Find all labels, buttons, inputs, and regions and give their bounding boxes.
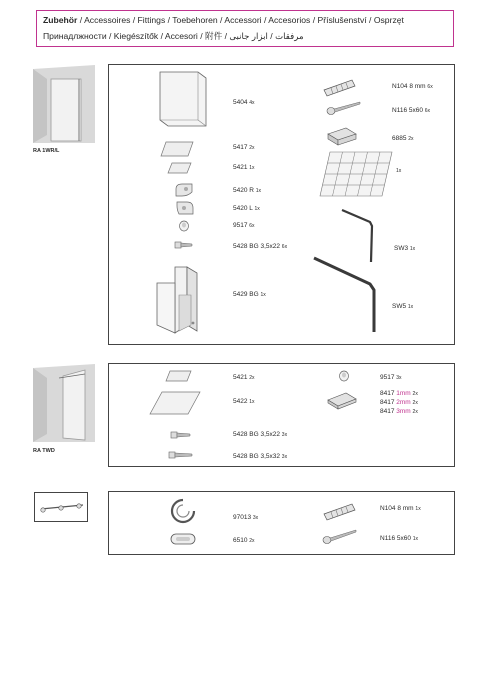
part-5404-icon: [158, 70, 208, 128]
label-n104-s3: [380, 505, 421, 512]
qty-9517-s2: 3x: [396, 375, 402, 381]
thumbnail-ra-twd: [33, 364, 95, 442]
shower-wall-thumbnail: [33, 364, 95, 442]
qty-n116: 6x: [424, 108, 431, 114]
label-5428: [233, 243, 287, 250]
qty-5429: 1x: [260, 292, 266, 298]
label-5421-s2: [233, 374, 255, 381]
qty-8417-1mm: 2x: [412, 391, 418, 397]
label-sw3: [394, 245, 415, 252]
part-5421-icon: [168, 162, 192, 174]
code-8417-3mm: 8417: [380, 408, 395, 415]
code-sw3: SW3: [394, 245, 409, 252]
part-5428-22-screw-icon: [170, 428, 192, 442]
part-97013-clip-icon: [170, 498, 196, 524]
part-8417-shim-icon: [326, 390, 358, 412]
code-5420r: 5420 R: [233, 187, 254, 194]
qty-5428-22: 3x: [281, 432, 288, 438]
part-5428-32-screw-icon: [168, 448, 194, 462]
part-5417-icon: [160, 140, 194, 158]
code-6885: 6885: [392, 135, 407, 142]
label-5420l: [233, 205, 260, 212]
label-5404: [233, 99, 255, 106]
thumbnail-towel-bar: [34, 492, 88, 522]
label-8417-3mm: [380, 408, 418, 415]
qty-5420r: 1x: [255, 188, 262, 194]
label-pad-grid: [396, 167, 401, 174]
qty-6510: 2x: [249, 538, 255, 544]
code-n104-s3: N104 8 mm: [380, 505, 414, 512]
qty-sw5: 1x: [407, 304, 414, 310]
code-8417-1mm: 8417: [380, 390, 395, 397]
code-5428-22: 5428 BG 3,5x22: [233, 431, 280, 438]
header-line-1: [43, 15, 404, 25]
label-5420r: [233, 187, 261, 194]
part-n104-dowel-icon: [322, 76, 358, 98]
code-n116-s3: N116 5x60: [380, 535, 411, 542]
qty-5428-32: 3x: [281, 454, 288, 460]
code-5428: 5428 BG 3,5x22: [233, 243, 280, 250]
label-9517-s2: [380, 374, 402, 381]
qty-5428: 6x: [281, 244, 288, 250]
qty-5417: 2x: [249, 145, 255, 151]
code-5428-32: 5428 BG 3,5x32: [233, 453, 280, 460]
part-n116-screw-icon: [326, 100, 362, 116]
part-n116-screw-icon-s3: [322, 527, 358, 545]
label-n116: [392, 107, 430, 114]
label-9517: [233, 222, 255, 229]
part-6510-cap-icon: [170, 532, 196, 546]
sw5-hex-key-icon: [312, 256, 382, 336]
label-97013: [233, 514, 258, 521]
part-6885-block-icon: [326, 124, 358, 146]
qty-pad-grid: 1x: [396, 168, 402, 174]
part-5421-icon-s2: [166, 370, 192, 382]
qty-5421-s2: 2x: [249, 375, 255, 381]
label-sw5: [392, 303, 413, 310]
code-sw5: SW5: [392, 303, 407, 310]
shower-door-thumbnail: [33, 65, 95, 143]
code-n104: N104 8 mm: [392, 83, 426, 90]
qty-5421: 1x: [249, 165, 255, 171]
size-1mm: 1mm: [396, 390, 411, 397]
label-5428-32: [233, 453, 287, 460]
thumbnail-ra-1wr: [33, 65, 95, 143]
label-8417-2mm: [380, 399, 418, 406]
part-pad-grid-icon: [318, 150, 394, 198]
label-6885: [392, 135, 414, 142]
section2-side-label: RA TWD: [33, 448, 55, 454]
qty-n104-s3: 1x: [415, 506, 421, 512]
code-8417-2mm: 8417: [380, 399, 395, 406]
code-5422: 5422: [233, 398, 248, 405]
code-n116: N116 5x60: [392, 107, 423, 114]
code-9517-s2: 9517: [380, 374, 395, 381]
qty-8417-3mm: 2x: [412, 409, 418, 415]
code-9517: 9517: [233, 222, 248, 229]
size-2mm: 2mm: [396, 399, 411, 406]
code-5404: 5404: [233, 99, 248, 106]
header-box: [36, 10, 454, 47]
code-5421-s2: 5421: [233, 374, 248, 381]
code-5429: 5429 BG: [233, 291, 259, 298]
section1-side-label: RA 1WR/L: [33, 148, 60, 154]
part-9517-icon-s2: [338, 370, 350, 382]
part-5428-screw-icon: [174, 238, 194, 252]
qty-5422: 1x: [249, 399, 255, 405]
part-9517-icon: [178, 220, 190, 232]
qty-5420l: 1x: [254, 206, 260, 212]
part-5420l-icon: [175, 200, 195, 216]
size-3mm: 3mm: [396, 408, 411, 415]
code-97013: 97013: [233, 514, 252, 521]
part-5429-profile-icon: [155, 265, 205, 335]
section3-box: [108, 491, 455, 555]
qty-6885: 2x: [408, 136, 414, 142]
code-5420l: 5420 L: [233, 205, 253, 212]
qty-n104: 6x: [427, 84, 433, 90]
label-5422: [233, 398, 255, 405]
header-languages: / Accessoires / Fittings / Toebehoren / Accessori / Accesorios / Příslušenství / Osprzęt: [77, 15, 404, 25]
qty-9517: 6x: [249, 223, 255, 229]
qty-n116-s3: 1x: [412, 536, 419, 542]
label-5417: [233, 144, 255, 151]
code-5417: 5417: [233, 144, 248, 151]
qty-5404: 4x: [249, 100, 255, 106]
header-line-2: Принадлжности / Kiegészítők / Accesori / 附件 / مرفقات / ابزار جانبی: [43, 31, 304, 41]
label-n104: [392, 83, 433, 90]
part-5420r-icon: [174, 182, 194, 198]
label-5428-22: [233, 431, 287, 438]
qty-97013: 3x: [252, 515, 259, 521]
qty-sw3: 1x: [409, 246, 416, 252]
label-6510: [233, 537, 255, 544]
label-n116-s3: [380, 535, 418, 542]
label-5429: [233, 291, 266, 298]
header-title: Zubehör: [43, 15, 78, 25]
part-5422-icon: [148, 390, 202, 416]
qty-8417-2mm: 2x: [412, 400, 418, 406]
label-8417-1mm: [380, 390, 418, 397]
part-n104-dowel-icon-s3: [322, 500, 358, 522]
code-6510: 6510: [233, 537, 248, 544]
label-5421: [233, 164, 255, 171]
towel-bar-thumbnail: [35, 493, 89, 523]
code-5421: 5421: [233, 164, 248, 171]
